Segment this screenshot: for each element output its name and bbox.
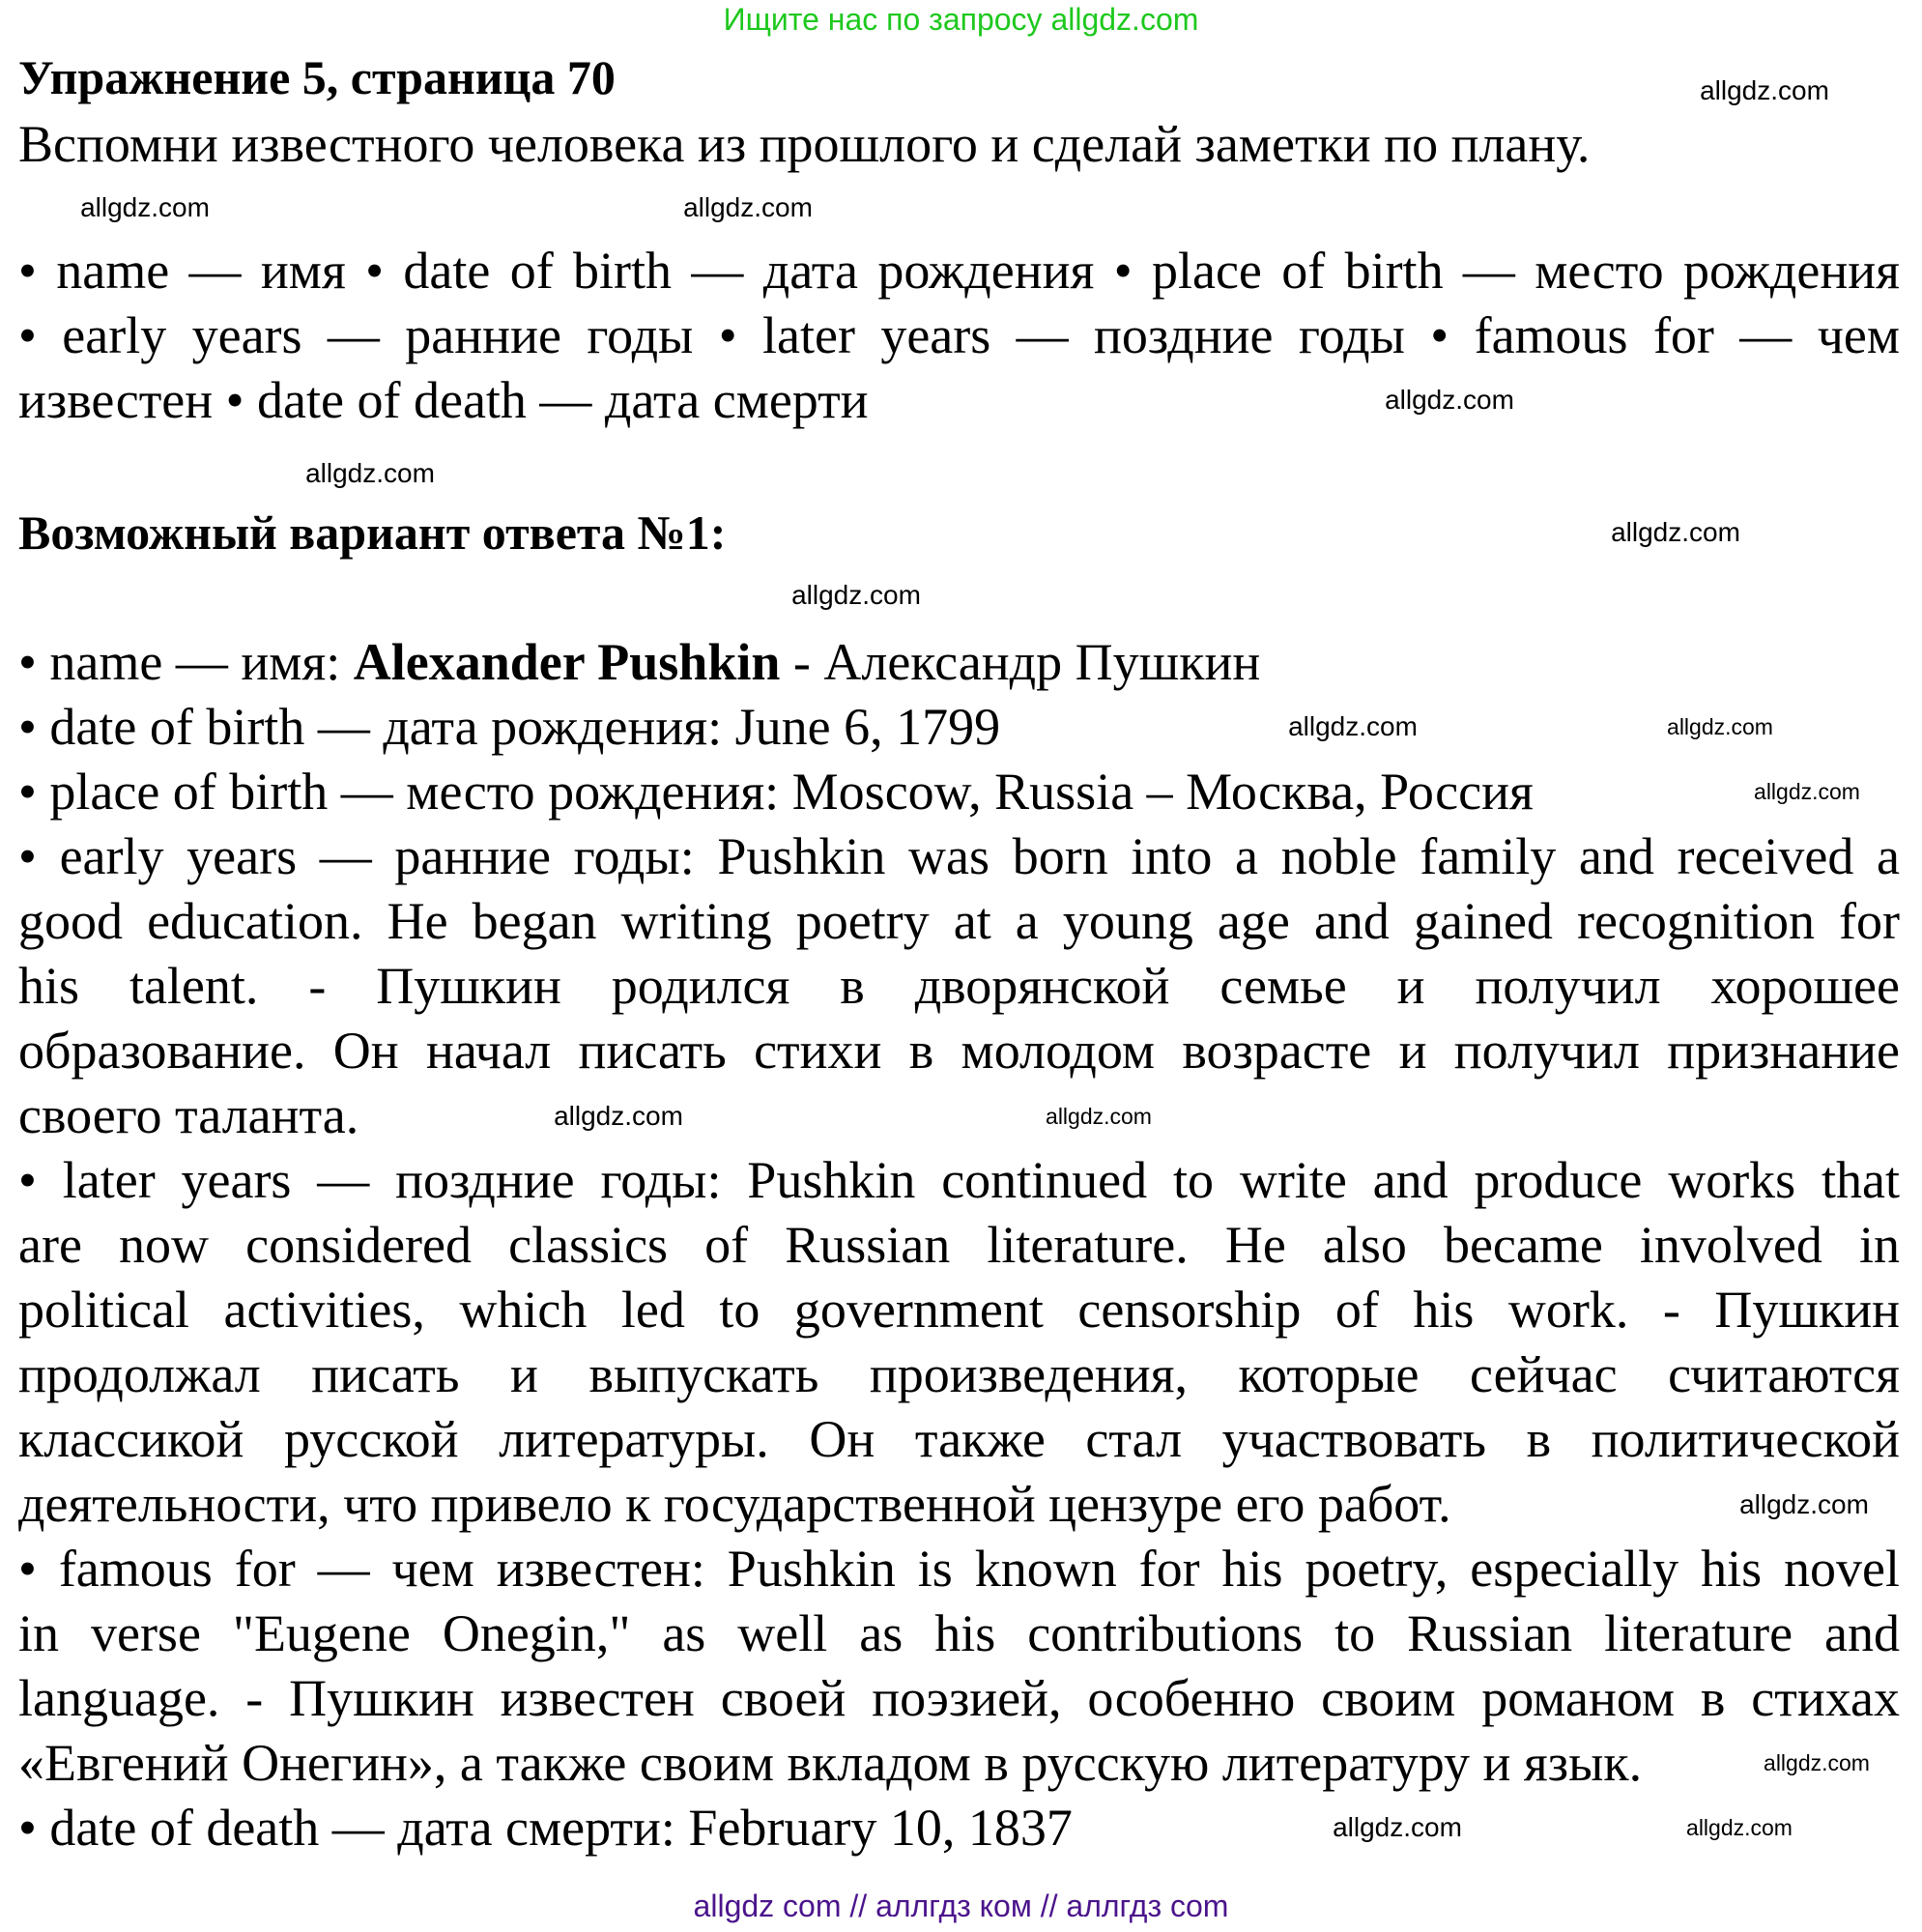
- vocab-line: • early years — ранние годы • later years — поздние годы • famous for — чем: [18, 306, 1900, 364]
- watermark: allgdz.com: [1611, 517, 1740, 547]
- watermark: allgdz.com: [1739, 1489, 1869, 1519]
- answer-line: • later years — поздние годы: Pushkin continued to write and produce works that: [18, 1151, 1900, 1209]
- vocab-line: • name — имя • date of birth — дата рождения • place of birth — место рождения: [18, 242, 1900, 300]
- task-text: Вспомни известного человека из прошлого и сделай заметки по плану.: [18, 115, 1591, 173]
- watermark: allgdz.com: [1754, 779, 1860, 804]
- answer-line: • early years — ранние годы: Pushkin was born into a noble family and received a: [18, 827, 1900, 885]
- watermark: allgdz.com: [1046, 1104, 1152, 1129]
- name-translation: - Александр Пушкин: [780, 633, 1261, 691]
- answer-line: • date of death — дата смерти: February 10, 1837: [18, 1799, 1073, 1857]
- answer-line: political activities, which led to government censorship of his work. - Пушкин: [18, 1281, 1900, 1339]
- answer-line: • famous for — чем известен: Pushkin is known for his poetry, especially his novel: [18, 1540, 1900, 1598]
- answer-line: his talent. - Пушкин родился в дворянской семье и получил хорошее: [18, 957, 1900, 1015]
- watermark: allgdz.com: [80, 192, 210, 222]
- watermark: allgdz.com: [683, 192, 813, 222]
- watermark: allgdz.com: [1764, 1750, 1870, 1775]
- answer-line: образование. Он начал писать стихи в молодом возрасте и получил признание: [18, 1022, 1900, 1080]
- top-banner: Ищите нас по запросу allgdz.com: [723, 2, 1199, 37]
- watermark: allgdz.com: [1686, 1815, 1793, 1840]
- answer-line: продолжал писать и выпускать произведения, которые сейчас считаются: [18, 1345, 1900, 1403]
- watermark: allgdz.com: [554, 1101, 683, 1131]
- watermark: allgdz.com: [305, 458, 435, 488]
- name-value: Alexander Pushkin: [353, 633, 781, 691]
- watermark: allgdz.com: [1700, 75, 1829, 105]
- bottom-banner: allgdz com // аллгдз ком // аллгдз com: [693, 1889, 1229, 1923]
- answer-line: «Евгений Онегин», а также своим вкладом в русскую литературу и язык.: [18, 1734, 1643, 1792]
- vocab-line: известен • date of death — дата смерти: [18, 371, 869, 429]
- name-label: • name — имя:: [18, 633, 354, 691]
- answer-line: good education. He began writing poetry at a young age and gained recognition for: [18, 892, 1900, 950]
- answer-line: своего таланта.: [18, 1086, 359, 1144]
- answer-line: деятельности, что привело к государственной цензуре его работ.: [18, 1475, 1451, 1533]
- answer-line: классикой русской литературы. Он также стал участвовать в политической: [18, 1410, 1900, 1468]
- watermark: allgdz.com: [1288, 711, 1418, 741]
- watermark: allgdz.com: [1667, 714, 1773, 739]
- page-title: Упражнение 5, страница 70: [18, 50, 616, 104]
- watermark: allgdz.com: [791, 580, 921, 610]
- answer-heading: Возможный вариант ответа №1:: [18, 505, 727, 560]
- answer-line: • date of birth — дата рождения: June 6, 1799: [18, 698, 1001, 756]
- answer-line: • place of birth — место рождения: Moscow, Russia – Москва, Россия: [18, 763, 1534, 821]
- answer-line: are now considered classics of Russian literature. He also became involved in: [18, 1216, 1900, 1274]
- answer-name-line: [18, 630, 1260, 695]
- watermark: allgdz.com: [1385, 385, 1514, 415]
- answer-line: in verse "Eugene Onegin," as well as his contributions to Russian literature and: [18, 1604, 1900, 1662]
- watermark: allgdz.com: [1333, 1812, 1462, 1842]
- answer-line: language. - Пушкин известен своей поэзией, особенно своим романом в стихах: [18, 1669, 1900, 1727]
